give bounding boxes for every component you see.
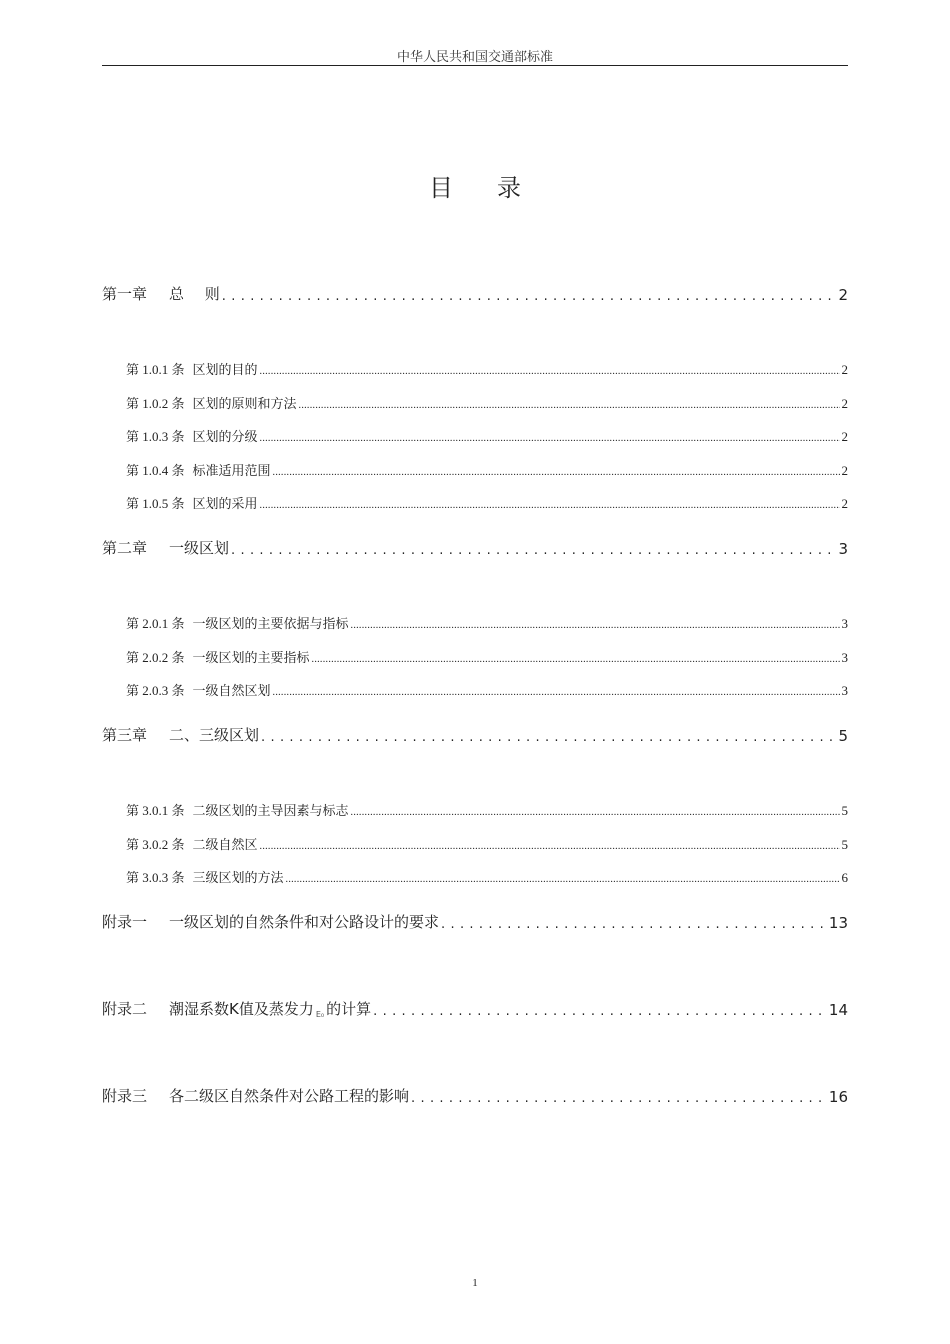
evaporation-symbol: E₀ [315,1010,325,1019]
toc-leader [312,650,840,666]
toc-item[interactable] [126,494,848,512]
toc-item-number: 第 2.0.2 条 [126,650,185,665]
toc-appendix-number: 附录三 [102,1087,148,1105]
toc-item-title: 标准适用范围 [192,463,271,478]
toc-item-title: 一级区划的主要指标 [192,650,310,665]
toc-item-number: 第 3.0.2 条 [126,837,185,852]
toc-page-number: 6 [841,870,848,885]
toc-appendix-1[interactable] [102,910,848,932]
toc-leader [261,727,836,745]
toc-chapter-3[interactable] [102,723,848,745]
toc-item-number: 第 1.0.4 条 [126,463,185,478]
toc-page-number: 3 [838,540,848,558]
toc-appendix-2[interactable] [102,997,848,1019]
toc-page-number: 13 [828,914,848,932]
toc-chapter-1[interactable] [102,282,848,304]
toc-page-number: 5 [838,727,848,745]
toc-item[interactable] [126,394,848,412]
toc-item-number: 第 1.0.1 条 [126,362,185,377]
toc-item-title: 区划的分级 [192,429,258,444]
toc-leader [351,616,840,632]
toc-leader [273,683,840,699]
page-number: 1 [472,1277,478,1289]
toc-item-number: 第 1.0.2 条 [126,396,185,411]
toc-item-number: 第 1.0.3 条 [126,429,185,444]
toc-item[interactable] [126,427,848,445]
toc-item-title: 区划的原则和方法 [192,396,297,411]
title-char-1: 目 [429,174,453,202]
toc-page-number: 16 [828,1088,848,1106]
toc-chapter-number: 第三章 [102,726,148,744]
toc-item-number: 第 2.0.3 条 [126,683,185,698]
toc-appendix-title: 各二级区自然条件对公路工程的影响 [169,1087,410,1105]
toc-item[interactable] [126,360,848,378]
toc-page-number: 2 [841,496,848,511]
toc-item[interactable] [126,835,848,853]
toc-chapter-title: 总 则 [169,285,220,303]
toc-page-number: 2 [841,362,848,377]
toc-leader [222,286,837,304]
header-rule [102,65,848,66]
title-char-2: 录 [497,174,521,202]
toc-appendix-number: 附录二 [102,1000,148,1018]
toc-item-number: 第 3.0.1 条 [126,803,185,818]
toc-item[interactable] [126,801,848,819]
toc-item-title: 二级区划的主导因素与标志 [192,803,349,818]
toc-chapter-number: 第一章 [102,285,148,303]
toc-leader [286,870,840,886]
toc-appendix-title: 一级区划的自然条件和对公路设计的要求 [169,913,440,931]
toc-leader [373,1001,827,1019]
toc-leader [260,362,840,378]
toc-page-number: 2 [841,396,848,411]
toc-page-number: 5 [841,837,848,852]
running-header: 中华人民共和国交通部标准 [396,50,553,65]
toc-item[interactable] [126,614,848,632]
toc-item[interactable] [126,681,848,699]
toc-item-number: 第 3.0.3 条 [126,870,185,885]
toc-leader [351,803,840,819]
page-title [0,168,950,203]
toc-item-title: 二级自然区 [192,837,258,852]
toc-leader [441,914,827,932]
toc-item-number: 第 2.0.1 条 [126,616,185,631]
toc-leader [231,540,836,558]
toc-appendix-3[interactable] [102,1084,848,1106]
toc-item-title: 一级区划的主要依据与指标 [192,616,349,631]
toc-appendix-title: 潮湿系数K值及蒸发力 [169,1000,314,1018]
toc-item-title: 三级区划的方法 [192,870,284,885]
toc-leader [260,429,840,445]
toc-chapter-number: 第二章 [102,539,148,557]
toc-item[interactable] [126,648,848,666]
toc-page-number: 2 [841,429,848,444]
toc-appendix-number: 附录一 [102,913,148,931]
toc-leader [273,463,840,479]
toc-appendix-title-suffix: 的计算 [326,1000,372,1018]
toc-page-number: 2 [841,463,848,478]
toc-page-number: 3 [841,683,848,698]
toc-page-number: 3 [841,650,848,665]
toc-chapter-title: 一级区划 [169,539,230,557]
toc-leader [260,837,840,853]
toc-leader [411,1088,827,1106]
toc-item-title: 区划的采用 [192,496,258,511]
toc-chapter-2[interactable] [102,536,848,558]
toc-leader [299,396,840,412]
toc-item-number: 第 1.0.5 条 [126,496,185,511]
toc-page-number: 2 [838,286,848,304]
toc-page-number: 5 [841,803,848,818]
toc-chapter-title: 二、三级区划 [169,726,260,744]
toc-item[interactable] [126,868,848,886]
toc-leader [260,496,840,512]
toc-item-title: 一级自然区划 [192,683,271,698]
toc-item-title: 区划的目的 [192,362,258,377]
toc-page-number: 3 [841,616,848,631]
toc-page-number: 14 [828,1001,848,1019]
toc-item[interactable] [126,461,848,479]
